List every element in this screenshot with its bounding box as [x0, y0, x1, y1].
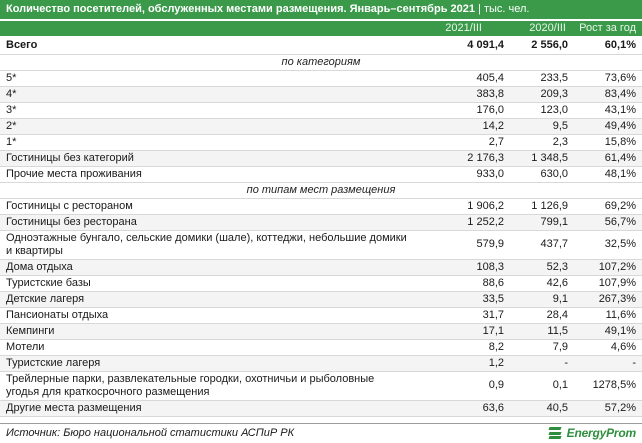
- row-label: 3*: [0, 102, 415, 118]
- table-row: [0, 307, 642, 323]
- table-row: [0, 198, 642, 214]
- table-row: [0, 70, 642, 86]
- unit-label: | тыс. чел.: [478, 3, 530, 15]
- value-2020: 1 348,5: [510, 150, 574, 166]
- value-2021: 0,9: [415, 371, 510, 400]
- section-heading: по типам мест размещения: [0, 182, 642, 198]
- value-2021: 33,5: [415, 291, 510, 307]
- table-row: [0, 134, 642, 150]
- row-label: Гостиницы без категорий: [0, 150, 415, 166]
- value-2021: 933,0: [415, 166, 510, 182]
- value-2020: 2 556,0: [510, 38, 574, 54]
- value-2020: 1 126,9: [510, 198, 574, 214]
- value-2020: 437,7: [510, 230, 574, 259]
- row-label: Пансионаты отдыха: [0, 307, 415, 323]
- row-label: Гостиницы без ресторана: [0, 214, 415, 230]
- value-2020: 42,6: [510, 275, 574, 291]
- data-table: [0, 38, 642, 417]
- value-2020: 52,3: [510, 259, 574, 275]
- table-row: [0, 166, 642, 182]
- value-2021: 108,3: [415, 259, 510, 275]
- row-label: Туристские базы: [0, 275, 415, 291]
- row-label: Мотели: [0, 339, 415, 355]
- growth-value: 107,2%: [574, 259, 642, 275]
- section-heading: по категориям: [0, 54, 642, 70]
- value-2021: 405,4: [415, 70, 510, 86]
- value-2020: 11,5: [510, 323, 574, 339]
- table-row: [0, 355, 642, 371]
- row-label: Другие места размещения: [0, 400, 415, 416]
- value-2020: 209,3: [510, 86, 574, 102]
- growth-value: 83,4%: [574, 86, 642, 102]
- row-label: Гостиницы с рестораном: [0, 198, 415, 214]
- value-2020: 233,5: [510, 70, 574, 86]
- growth-value: -: [574, 355, 642, 371]
- value-2020: 9,5: [510, 118, 574, 134]
- growth-value: 56,7%: [574, 214, 642, 230]
- value-2021: 2,7: [415, 134, 510, 150]
- growth-value: 107,9%: [574, 275, 642, 291]
- row-label: 5*: [0, 70, 415, 86]
- table-row: [0, 323, 642, 339]
- value-2021: 176,0: [415, 102, 510, 118]
- logo-text: EnergyProm: [566, 426, 636, 440]
- logo-mark-icon: [549, 426, 565, 440]
- row-label: Трейлерные парки, развлекательные городки, охотничьи и рыболовные угодья для краткосрочного размещения: [0, 371, 415, 400]
- growth-value: 267,3%: [574, 291, 642, 307]
- value-2021: 88,6: [415, 275, 510, 291]
- growth-value: 15,8%: [574, 134, 642, 150]
- growth-value: 1278,5%: [574, 371, 642, 400]
- table-title-bar: [0, 0, 642, 19]
- growth-value: 61,4%: [574, 150, 642, 166]
- section-by-type: [0, 182, 642, 198]
- table-row: [0, 214, 642, 230]
- value-2020: 2,3: [510, 134, 574, 150]
- row-label: Прочие места проживания: [0, 166, 415, 182]
- growth-value: 49,4%: [574, 118, 642, 134]
- table-row: [0, 275, 642, 291]
- table-row: [0, 86, 642, 102]
- table-row: [0, 102, 642, 118]
- row-label: Кемпинги: [0, 323, 415, 339]
- value-2021: 1,2: [415, 355, 510, 371]
- growth-value: 32,5%: [574, 230, 642, 259]
- value-2020: 9,1: [510, 291, 574, 307]
- growth-value: 11,6%: [574, 307, 642, 323]
- table-row: [0, 259, 642, 275]
- value-2021: 31,7: [415, 307, 510, 323]
- value-2021: 4 091,4: [415, 38, 510, 54]
- column-header-row: [0, 21, 642, 36]
- table-row: [0, 118, 642, 134]
- value-2021: 8,2: [415, 339, 510, 355]
- value-2020: 7,9: [510, 339, 574, 355]
- value-2020: 28,4: [510, 307, 574, 323]
- section-by-category: [0, 54, 642, 70]
- growth-value: 43,1%: [574, 102, 642, 118]
- growth-value: 69,2%: [574, 198, 642, 214]
- table-row: [0, 150, 642, 166]
- row-label: Туристские лагеря: [0, 355, 415, 371]
- total-row: [0, 38, 642, 54]
- table-row: [0, 400, 642, 416]
- table-row: [0, 339, 642, 355]
- table-title: Количество посетителей, обслуженных местами размещения. Январь–сентябрь 2021: [6, 3, 475, 15]
- value-2020: 630,0: [510, 166, 574, 182]
- value-2021: 579,9: [415, 230, 510, 259]
- footer: [0, 423, 642, 443]
- value-2020: 40,5: [510, 400, 574, 416]
- row-label: Дома отдыха: [0, 259, 415, 275]
- row-label: 2*: [0, 118, 415, 134]
- growth-value: 49,1%: [574, 323, 642, 339]
- value-2020: 0,1: [510, 371, 574, 400]
- growth-value: 57,2%: [574, 400, 642, 416]
- value-2020: 799,1: [510, 214, 574, 230]
- row-label: Всего: [0, 38, 415, 54]
- value-2020: 123,0: [510, 102, 574, 118]
- row-label: 4*: [0, 86, 415, 102]
- value-2020: -: [510, 355, 574, 371]
- table-row: [0, 371, 642, 400]
- value-2021: 1 252,2: [415, 214, 510, 230]
- col-header-growth: Рост за год: [579, 22, 636, 34]
- value-2021: 383,8: [415, 86, 510, 102]
- value-2021: 2 176,3: [415, 150, 510, 166]
- col-header-2021: 2021/III: [445, 22, 482, 34]
- source-note: Источник: Бюро национальной статистики АСПиР РК: [6, 427, 295, 439]
- row-label: 1*: [0, 134, 415, 150]
- table-row: [0, 230, 642, 259]
- energyprom-logo: [549, 426, 636, 440]
- value-2021: 17,1: [415, 323, 510, 339]
- table-row: [0, 291, 642, 307]
- growth-value: 60,1%: [574, 38, 642, 54]
- value-2021: 1 906,2: [415, 198, 510, 214]
- row-label: Детские лагеря: [0, 291, 415, 307]
- growth-value: 73,6%: [574, 70, 642, 86]
- col-header-2020: 2020/III: [529, 22, 566, 34]
- value-2021: 63,6: [415, 400, 510, 416]
- value-2021: 14,2: [415, 118, 510, 134]
- growth-value: 48,1%: [574, 166, 642, 182]
- growth-value: 4,6%: [574, 339, 642, 355]
- row-label: Одноэтажные бунгало, сельские домики (шале), коттеджи, небольшие домики и квартиры: [0, 230, 415, 259]
